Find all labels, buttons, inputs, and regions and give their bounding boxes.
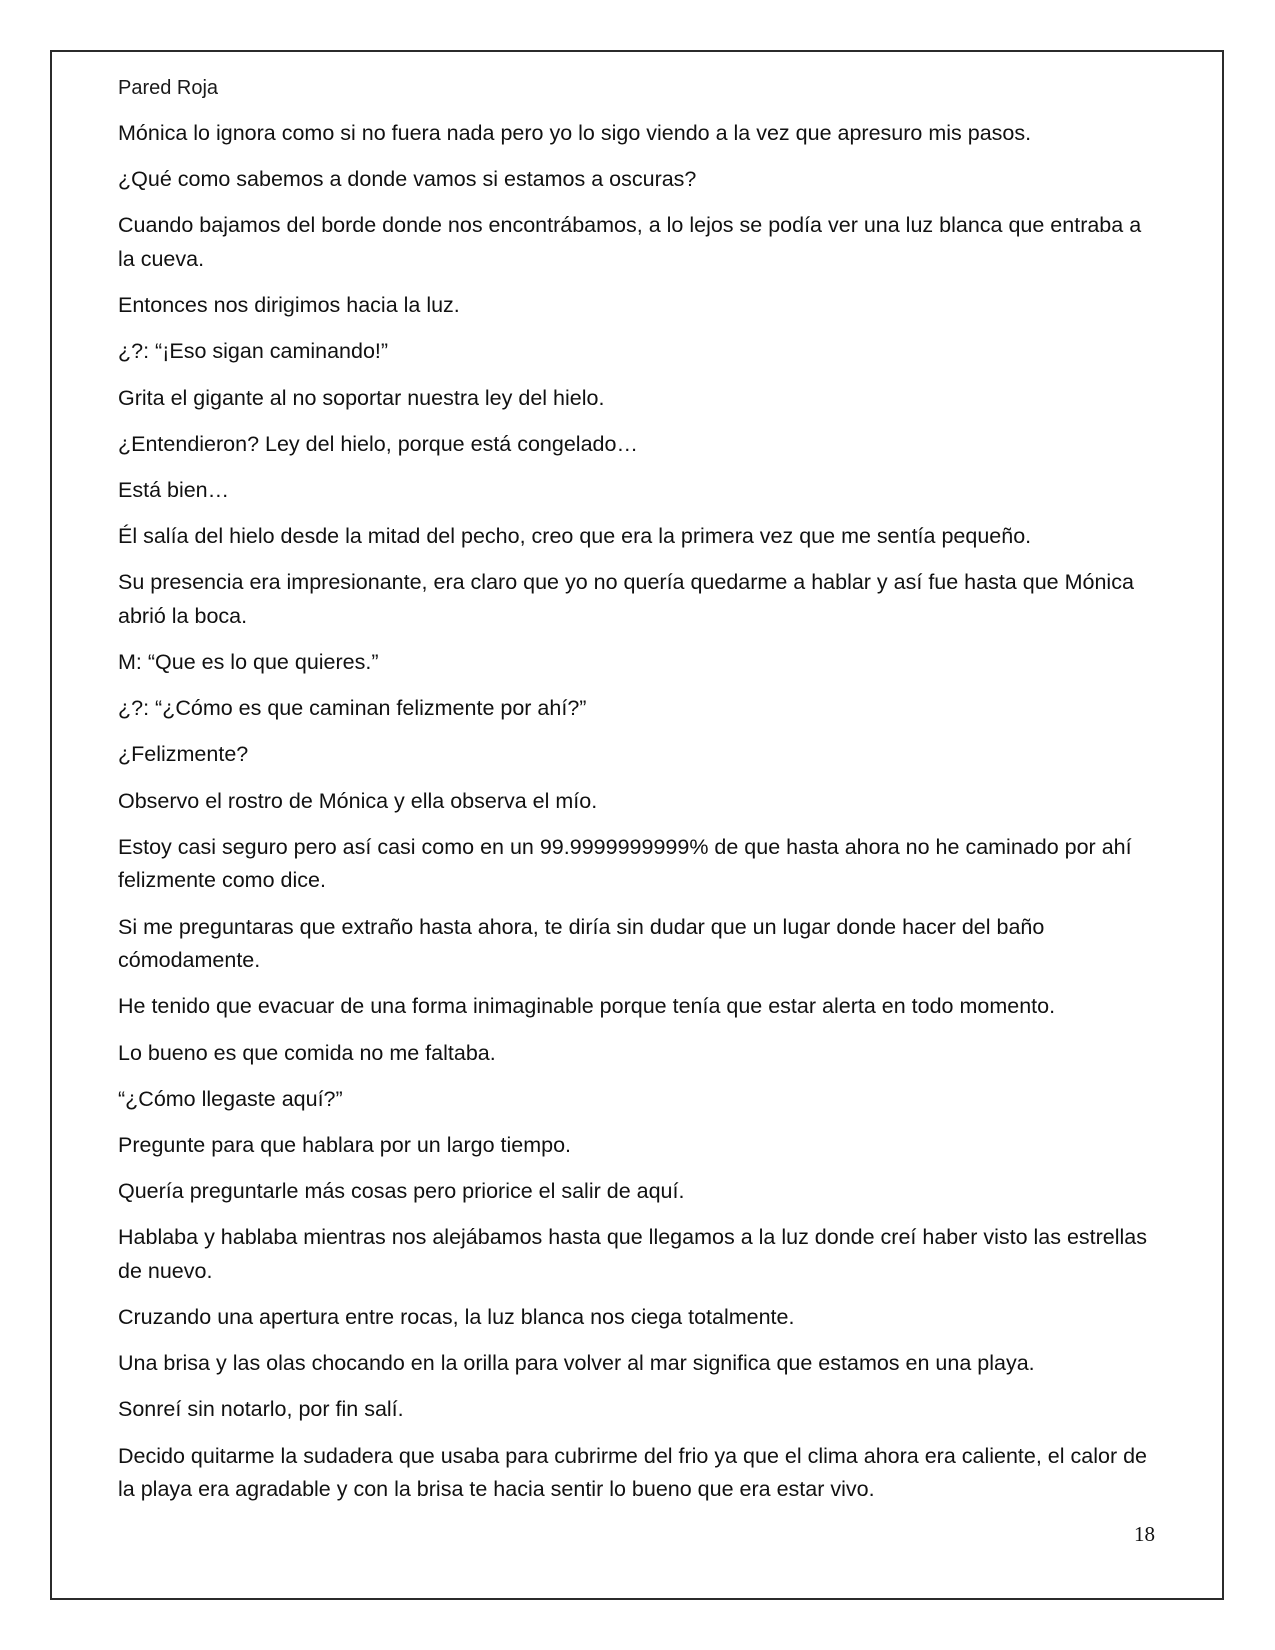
paragraph: Cruzando una apertura entre rocas, la luz blanca nos ciega totalmente.	[118, 1305, 795, 1330]
paragraph: Grita el gigante al no soportar nuestra ley del hielo.	[118, 385, 605, 410]
paragraph: M: “Que es lo que quieres.”	[118, 650, 379, 675]
running-header: Pared Roja	[118, 77, 219, 99]
paragraph: Pregunte para que hablara por un largo tiempo.	[118, 1132, 572, 1157]
paragraph: ¿Qué como sabemos a donde vamos si estamos a oscuras?	[118, 167, 697, 192]
paragraph: ¿?: “¡Eso sigan caminando!”	[118, 339, 389, 364]
paragraph: Hablaba y hablaba mientras nos alejábamos hasta que llegamos a la luz donde creí haber visto las estrellas de nuevo.	[118, 1225, 1148, 1283]
paragraph: Una brisa y las olas chocando en la orilla para volver al mar significa que estamos en una playa.	[118, 1351, 1035, 1376]
body-text	[118, 117, 1148, 1519]
paragraph: Lo bueno es que comida no me faltaba.	[118, 1040, 496, 1065]
paragraph: ¿Entendieron? Ley del hielo, porque está congelado…	[118, 431, 638, 456]
paragraph: Entonces nos dirigimos hacia la luz.	[118, 293, 460, 318]
paragraph: Sonreí sin notarlo, por fin salí.	[118, 1397, 404, 1422]
paragraph: “¿Cómo llegaste aquí?”	[118, 1086, 343, 1111]
paragraph: Está bien…	[118, 477, 230, 502]
page-number: 18	[1134, 1522, 1155, 1546]
paragraph: ¿Felizmente?	[118, 742, 249, 767]
paragraph: Quería preguntarle más cosas pero priorice el salir de aquí.	[118, 1179, 685, 1204]
paragraph: Mónica lo ignora como si no fuera nada pero yo lo sigo viendo a la vez que apresuro mis pasos.	[118, 121, 1032, 145]
paragraph: Cuando bajamos del borde donde nos encontrábamos, a lo lejos se podía ver una luz blanca que entraba a la cueva.	[118, 213, 1142, 271]
paragraph: Decido quitarme la sudadera que usaba para cubrirme del frio ya que el clima ahora era caliente, el calor de la playa era agradable y con la brisa te hacia sentir lo bueno que era estar vivo.	[118, 1443, 1147, 1502]
paragraph: Estoy casi seguro pero así casi como en un 99.9999999999% de que hasta ahora no he caminado por ahí felizmente como dice.	[118, 834, 1132, 893]
paragraph: Si me preguntaras que extraño hasta ahora, te diría sin dudar que un lugar donde hacer del baño cómodamente.	[118, 914, 1045, 973]
paragraph: Él salía del hielo desde la mitad del pecho, creo que era la primera vez que me sentía pequeño.	[118, 524, 1032, 549]
paragraph: Observo el rostro de Mónica y ella observa el mío.	[118, 788, 598, 813]
paragraph: He tenido que evacuar de una forma inimaginable porque tenía que estar alerta en todo momento.	[118, 994, 1056, 1019]
paragraph: Su presencia era impresionante, era claro que yo no quería quedarme a hablar y así fue hasta que Mónica abrió la boca.	[118, 570, 1134, 628]
paragraph: ¿?: “¿Cómo es que caminan felizmente por ahí?”	[118, 696, 587, 721]
